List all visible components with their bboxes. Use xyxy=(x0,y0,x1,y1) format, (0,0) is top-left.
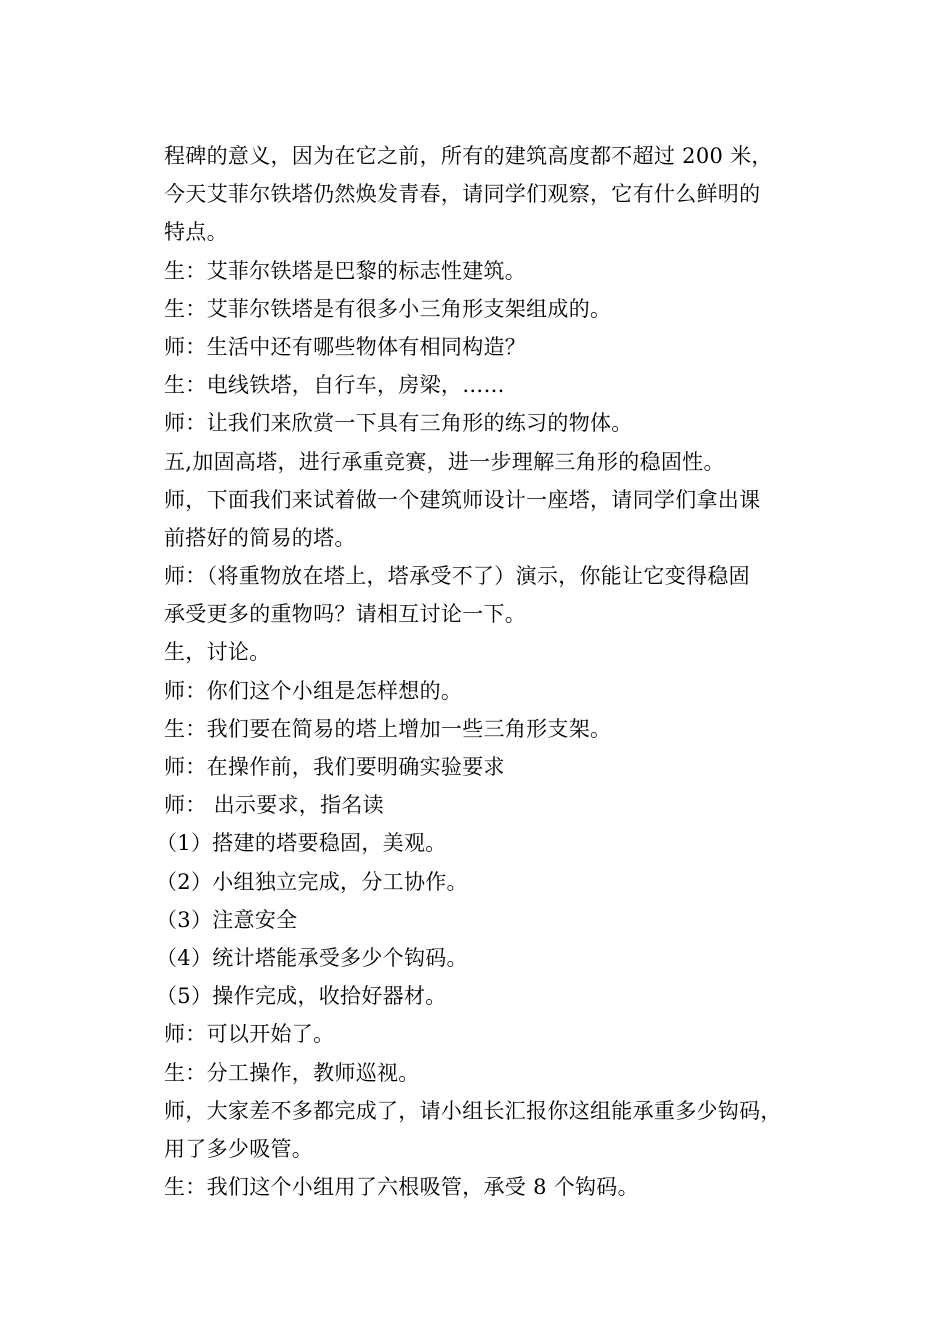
dialogue-line: 生：分工操作，教师巡视。 xyxy=(164,1060,420,1085)
dialogue-line: 师，大家差不多都完成了，请小组长汇报你这组能承重多少钩码， xyxy=(164,1098,782,1123)
dialogue-line: 生：艾菲尔铁塔是有很多小三角形支架组成的。 xyxy=(164,296,612,321)
dialogue-line: 承受更多的重物吗？请相互讨论一下。 xyxy=(164,602,527,627)
requirement-item: （3）注意安全 xyxy=(156,907,298,932)
dialogue-line: 师： 出示要求，指名读 xyxy=(164,793,384,818)
dialogue-line: 师，下面我们来试着做一个建筑师设计一座塔，请同学们拿出课 xyxy=(164,487,761,512)
dialogue-line: 生：电线铁塔，自行车，房梁，…… xyxy=(164,373,505,398)
text-line: 今天艾菲尔铁塔仍然焕发青春，请同学们观察，它有什么鲜明的 xyxy=(164,182,761,207)
dialogue-line: 前搭好的简易的塔。 xyxy=(164,525,356,550)
section-heading: 五,加固高塔，进行承重竞赛，进一步理解三角形的稳固性。 xyxy=(164,449,725,474)
dialogue-line: 师：（将重物放在塔上，塔承受不了）演示，你能让它变得稳固 xyxy=(164,564,750,589)
dialogue-line: 师：生活中还有哪些物体有相同构造？ xyxy=(164,334,527,359)
requirement-item: （5）操作完成，收拾好器材。 xyxy=(156,984,447,1009)
dialogue-line: 师：在操作前，我们要明确实验要求 xyxy=(164,755,505,779)
dialogue-line: 生：我们这个小组用了六根吸管，承受 8 个钩码。 xyxy=(164,1175,639,1200)
dialogue-line: 生：艾菲尔铁塔是巴黎的标志性建筑。 xyxy=(164,258,527,283)
text-line: 特点。 xyxy=(164,220,228,245)
requirement-item: （1）搭建的塔要稳固，美观。 xyxy=(156,831,447,856)
text-line: 程碑的意义，因为在它之前，所有的建筑高度都不超过 200 米， xyxy=(164,144,773,168)
dialogue-line: 师：可以开始了。 xyxy=(164,1022,335,1047)
requirement-item: （4）统计塔能承受多少个钩码。 xyxy=(156,945,468,970)
dialogue-line: 师：你们这个小组是怎样想的。 xyxy=(164,678,463,703)
dialogue-line: 生：我们要在简易的塔上增加一些三角形支架。 xyxy=(164,716,612,741)
document-body xyxy=(156,137,804,1206)
dialogue-line: 生，讨论。 xyxy=(164,640,271,665)
dialogue-line: 师：让我们来欣赏一下具有三角形的练习的物体。 xyxy=(164,411,633,436)
dialogue-line: 用了多少吸管。 xyxy=(164,1136,314,1161)
requirement-item: （2）小组独立完成，分工协作。 xyxy=(156,869,468,894)
